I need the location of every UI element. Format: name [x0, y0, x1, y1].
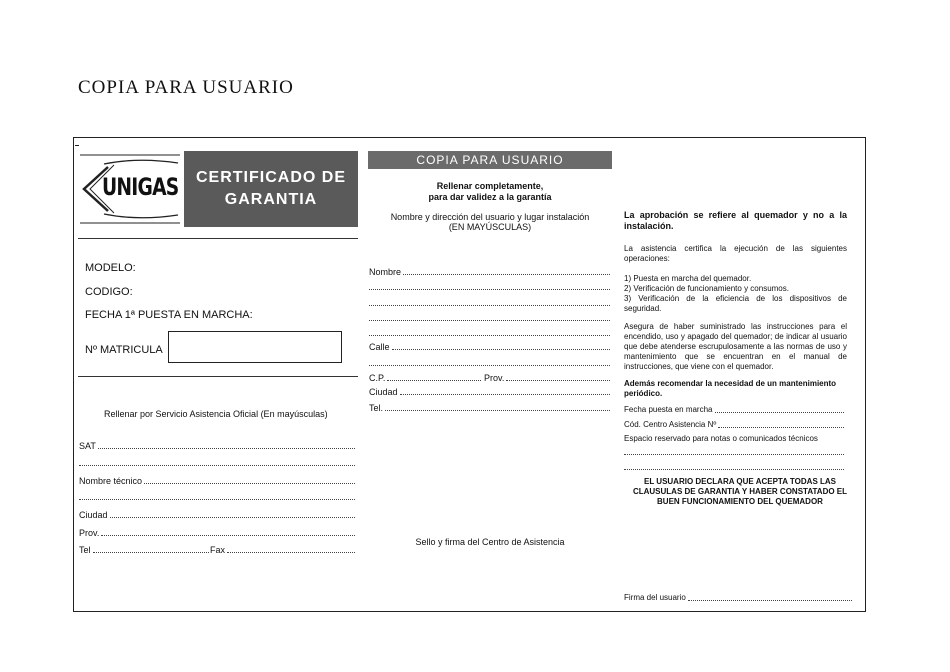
divider [78, 238, 358, 239]
address-line-4[interactable] [369, 335, 610, 336]
divider [78, 376, 358, 377]
declaracion-text: EL USUARIO DECLARA QUE ACEPTA TODAS LAS CLAUSULAS DE GARANTIA Y HABER CONSTATADO EL BUEN FUNCIONAMIENTO DEL QUEMADOR [632, 477, 848, 506]
sello-firma-label: Sello y firma del Centro de Asistencia [415, 537, 565, 547]
aprobacion-text: La aprobación se refiere al quemador y no a la instalación. [624, 210, 847, 231]
sat-line-2[interactable] [79, 465, 355, 466]
certificate-line2: GARANTIA [224, 191, 318, 208]
espacio-notas-label: Espacio reservado para notas o comunicados técnicos [624, 434, 818, 443]
matricula-field[interactable] [168, 331, 342, 363]
matricula-label: Nº MATRICULA [85, 344, 163, 356]
nombre-field[interactable] [369, 267, 610, 277]
middle-ciudad-field[interactable] [369, 387, 610, 397]
sat-label: SAT [79, 441, 96, 451]
prov-field[interactable] [79, 528, 355, 538]
sat-field[interactable] [79, 441, 355, 451]
nombre-label: Nombre [369, 267, 402, 277]
recomendar-text: Además recomendar la necesidad de un mantenimiento periódico. [624, 379, 837, 398]
nombre-tecnico-field[interactable] [79, 476, 355, 486]
fecha-puesta-label: FECHA 1ª PUESTA EN MARCHA: [85, 309, 253, 321]
page-title: COPIA PARA USUARIO [78, 77, 294, 98]
fax-label: Fax [210, 545, 226, 555]
middle-prov-label: Prov. [484, 373, 505, 383]
firma-usuario-field[interactable] [624, 593, 852, 603]
copia-usuario-banner: COPIA PARA USUARIO [368, 151, 612, 169]
logo-text: UNIGAS [102, 173, 179, 201]
unigas-logo [78, 151, 181, 227]
notas-line-1[interactable] [624, 454, 844, 455]
ciudad-label: Ciudad [79, 510, 108, 520]
tel-field[interactable] [79, 545, 209, 555]
calle-label: Calle [369, 342, 390, 352]
certificate-banner [184, 151, 358, 227]
middle-prov-field[interactable] [484, 373, 610, 383]
codigo-label: CODIGO: [85, 286, 133, 298]
instructions-line2: para dar validez a la garantía [428, 192, 552, 202]
firma-usuario-label: Firma del usuario [624, 593, 686, 602]
calle-line-2[interactable] [369, 365, 610, 366]
operation-2: 2) Verificación de funcionamiento y consumos. [624, 284, 789, 293]
operation-1: 1) Puesta en marcha del quemador. [624, 274, 752, 283]
notas-line-2[interactable] [624, 469, 844, 470]
fecha-puesta-field[interactable] [624, 405, 844, 415]
ciudad-field[interactable] [79, 510, 355, 520]
nombre-direccion-line1: Nombre y dirección del usuario y lugar instalación [390, 212, 590, 222]
servicio-note: Rellenar por Servicio Asistencia Oficial (En mayúsculas) [104, 409, 328, 419]
instructions-line1: Rellenar completamente, [436, 181, 544, 191]
fax-field[interactable] [210, 545, 355, 555]
nombre-tecnico-line-2[interactable] [79, 499, 355, 500]
operation-3: 3) Verificación de la eficiencia de los dispositivos de seguridad. [624, 294, 847, 313]
cod-centro-label: Cód. Centro Asistencia Nº [624, 420, 717, 429]
middle-tel-label: Tel. [369, 403, 384, 413]
nombre-direccion-line2: (EN MAYÚSCULAS) [448, 222, 532, 232]
prov-label: Prov. [79, 528, 100, 538]
cod-centro-field[interactable] [624, 420, 844, 430]
tel-label: Tel [79, 545, 91, 555]
certificate-line1: CERTIFICADO DE [196, 169, 346, 186]
cp-field[interactable] [369, 373, 481, 383]
cp-label: C.P. [369, 373, 386, 383]
corner-tick [75, 145, 79, 146]
fecha-puesta-right-label: Fecha puesta en marcha [624, 405, 713, 414]
middle-ciudad-label: Ciudad [369, 387, 398, 397]
calle-field[interactable] [369, 342, 610, 352]
asistencia-text: La asistencia certifica la ejecución de las siguientes operaciones: [624, 244, 847, 263]
address-line-1[interactable] [369, 289, 610, 290]
nombre-tecnico-label: Nombre técnico [79, 476, 143, 486]
address-line-2[interactable] [369, 305, 610, 306]
modelo-label: MODELO: [85, 262, 136, 274]
middle-tel-field[interactable] [369, 403, 610, 413]
asegura-text: Asegura de haber suministrado las instrucciones para el encendido, uso y apagado del quemador; de indicar al usuario que debe atenderse escrupulosamente a las normas de uso y mantenimiento que se encuentran en el manual de instrucciones, que viene con el quemador. [624, 322, 847, 371]
address-line-3[interactable] [369, 320, 610, 321]
